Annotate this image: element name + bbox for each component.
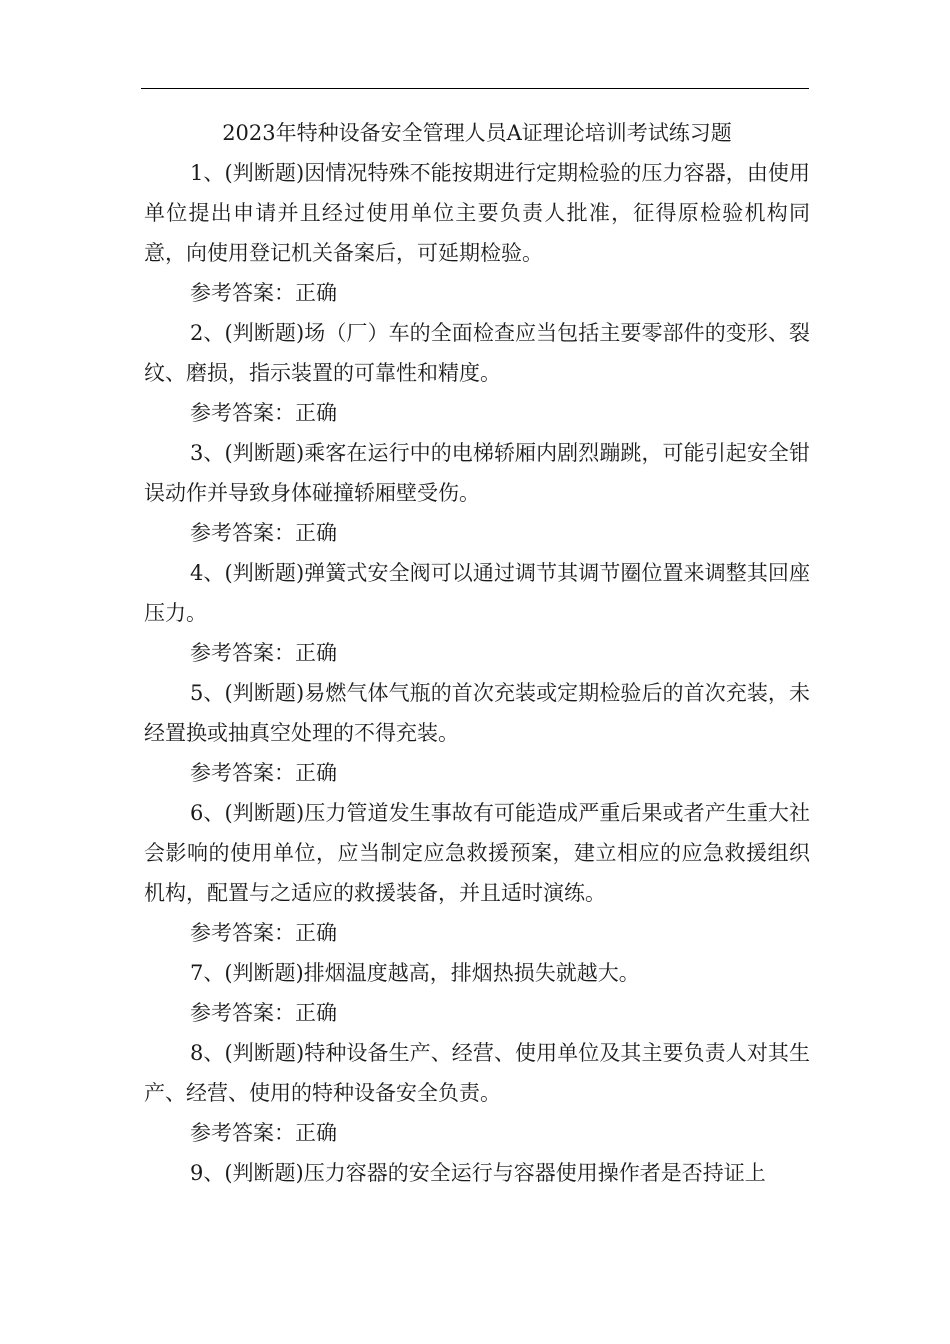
- reference-answer: 参考答案：正确: [190, 761, 337, 785]
- question-list: [144, 153, 810, 1193]
- question-text: 6、(判断题)压力管道发生事故有可能造成严重后果或者产生重大社会影响的使用单位，应当制定应急救援预案，建立相应的应急救援组织机构，配置与之适应的救援装备，并且适时演练。: [144, 801, 810, 905]
- reference-answer: 参考答案：正确: [190, 401, 337, 425]
- question-text: 4、(判断题)弹簧式安全阀可以通过调节其调节圈位置来调整其回座压力。: [144, 561, 810, 625]
- question-text: 2、(判断题)场（厂）车的全面检查应当包括主要零部件的变形、裂纹、磨损，指示装置的可靠性和精度。: [144, 321, 810, 385]
- header-rule: [141, 88, 809, 89]
- question-text: 7、(判断题)排烟温度越高，排烟热损失就越大。: [190, 961, 640, 985]
- document-title: 2023年特种设备安全管理人员A证理论培训考试练习题: [222, 121, 732, 145]
- reference-answer: 参考答案：正确: [190, 921, 337, 945]
- question-text: 5、(判断题)易燃气体气瓶的首次充装或定期检验后的首次充装，未经置换或抽真空处理的不得充装。: [144, 681, 810, 745]
- reference-answer: 参考答案：正确: [190, 1121, 337, 1145]
- document-body: [144, 113, 810, 1193]
- reference-answer: 参考答案：正确: [190, 1001, 337, 1025]
- reference-answer: 参考答案：正确: [190, 281, 337, 305]
- question-text: 9、(判断题)压力容器的安全运行与容器使用操作者是否持证上: [190, 1161, 766, 1185]
- reference-answer: 参考答案：正确: [190, 641, 337, 665]
- question-text: 1、(判断题)因情况特殊不能按期进行定期检验的压力容器，由使用单位提出申请并且经过使用单位主要负责人批准，征得原检验机构同意，向使用登记机关备案后，可延期检验。: [144, 161, 810, 265]
- question-text: 8、(判断题)特种设备生产、经营、使用单位及其主要负责人对其生产、经营、使用的特种设备安全负责。: [144, 1041, 810, 1105]
- question-text: 3、(判断题)乘客在运行中的电梯轿厢内剧烈蹦跳，可能引起安全钳误动作并导致身体碰撞轿厢壁受伤。: [144, 441, 810, 505]
- reference-answer: 参考答案：正确: [190, 521, 337, 545]
